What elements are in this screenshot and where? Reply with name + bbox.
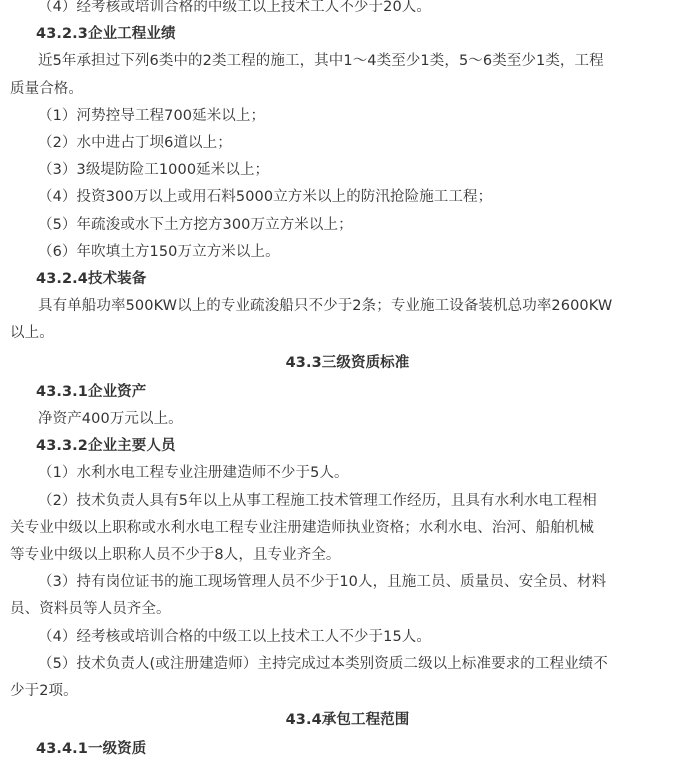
paragraph-line: 净资产400万元以上。 (38, 411, 183, 428)
chapter-title: 43.4承包工程范围 (285, 712, 410, 729)
list-item: （1）水利水电工程专业注册建造师不少于5人。 (38, 465, 349, 482)
list-item: （2）技术负责人具有5年以上从事工程施工技术管理工作经历，且具有水利水电工程相 (38, 492, 597, 509)
paragraph-line: 关专业中级以上职称或水利水电工程专业注册建造师执业资格；水利水电、治河、船舶机械 (10, 519, 594, 536)
section-heading: 43.2.4技术装备 (36, 271, 147, 288)
list-item: （3）持有岗位证书的施工现场管理人员不少于10人，且施工员、质量员、安全员、材料 (38, 574, 607, 591)
paragraph-line: 以上。 (10, 325, 54, 342)
list-item: （2）水中进占丁坝6道以上； (38, 135, 232, 152)
list-item: （1）河势控导工程700延米以上； (38, 107, 266, 124)
paragraph-line: 员、资料员等人员齐全。 (10, 601, 171, 618)
section-heading: 43.4.1一级资质 (36, 741, 147, 758)
paragraph-line: 质量合格。 (10, 80, 83, 97)
list-item: （4）经考核或培训合格的中级工以上技术工人不少于15人。 (38, 628, 431, 645)
chapter-title: 43.3三级资质标准 (285, 354, 410, 371)
list-item: （5）年疏浚或水下土方挖方300万立方米以上； (38, 216, 353, 233)
list-item: （5）技术负责人(或注册建造师）主持完成过本类别资质二级以上标准要求的工程业绩不 (38, 655, 608, 672)
paragraph-line: 少于2项。 (10, 683, 78, 700)
list-item: （3）3级堤防险工1000延米以上； (38, 162, 270, 179)
section-heading: 43.2.3企业工程业绩 (36, 26, 176, 43)
section-heading: 43.3.2企业主要人员 (36, 438, 176, 455)
list-item: （4）经考核或培训合格的中级工以上技术工人不少于20人。 (38, 0, 431, 15)
paragraph-line: 近5年承担过下列6类中的2类工程的施工，其中1～4类至少1类，5～6类至少1类，工程 (38, 53, 604, 70)
section-heading: 43.3.1企业资产 (36, 383, 147, 400)
paragraph-line: 等专业中级以上职称人员不少于8人，且专业齐全。 (10, 547, 341, 564)
paragraph-line: 具有单船功率500KW以上的专业疏浚船只不少于2条；专业施工设备装机总功率2600KW (38, 298, 613, 315)
list-item: （6）年吹填土方150万立方米以上。 (38, 243, 280, 260)
list-item: （4）投资300万以上或用石料5000立方米以上的防汛抢险施工工程； (38, 189, 493, 206)
